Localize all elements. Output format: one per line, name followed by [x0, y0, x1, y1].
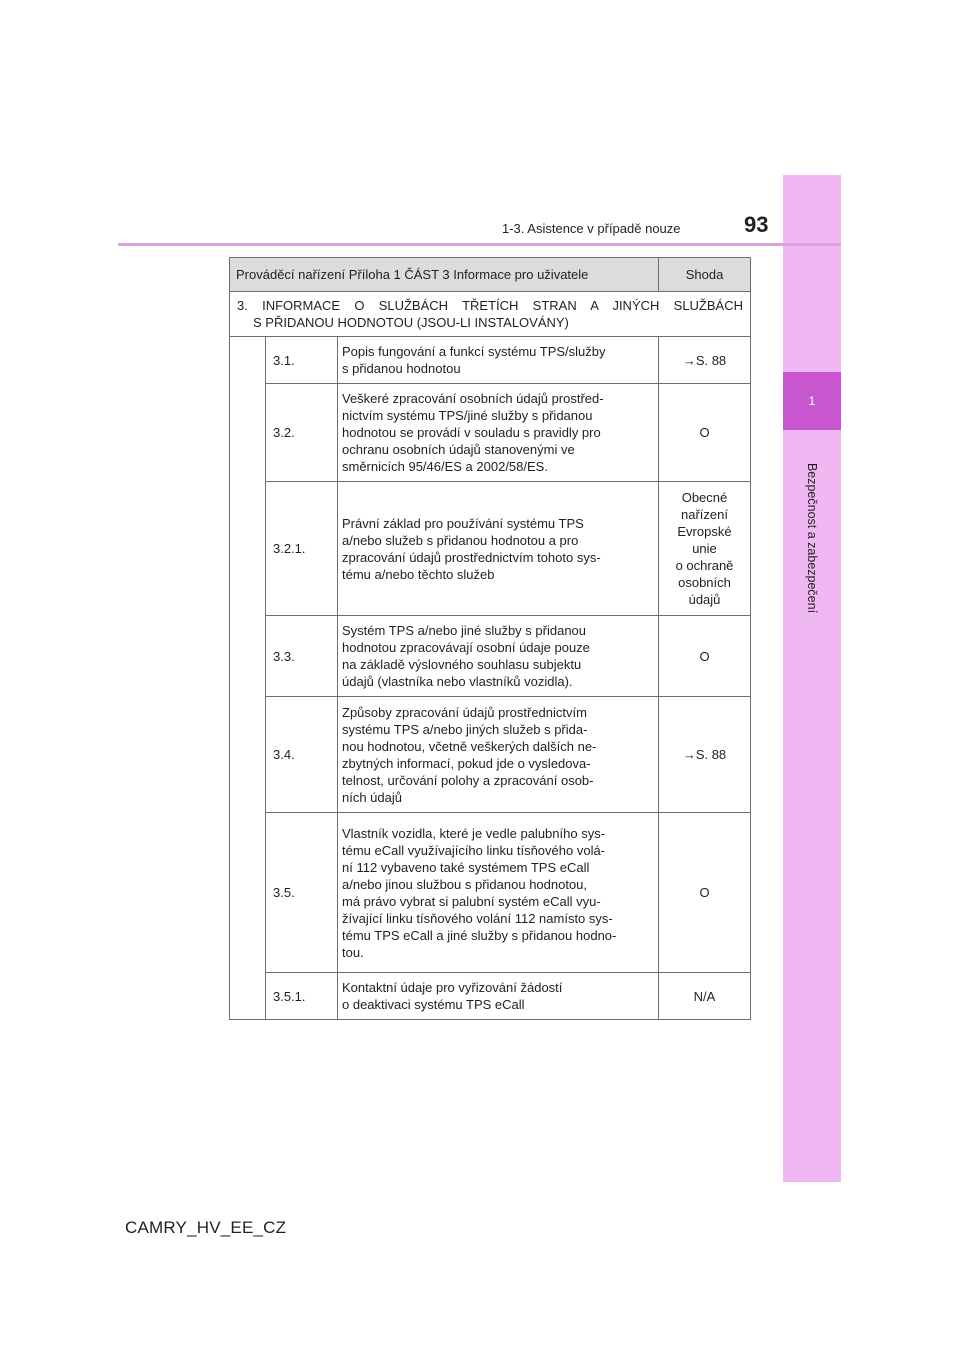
item-number: 3.5. [266, 813, 338, 973]
item-number: 3.5.1. [266, 973, 338, 1020]
compliance-line: Obecné [681, 490, 728, 505]
compliance-line: osobních [678, 575, 731, 590]
table-row [230, 384, 751, 482]
compliance-line: o ochraně [675, 558, 734, 573]
description-line: hodnotou zpracovávají osobní údaje pouze [342, 640, 590, 655]
description-line: s přidanou hodnotou [342, 361, 461, 376]
description-line: Popis fungování a funkcí systému TPS/služby [342, 344, 606, 359]
description-line: ochranu osobních údajů stanovenými ve [342, 442, 575, 457]
description-line: Systém TPS a/nebo jiné služby s přidanou [342, 623, 587, 638]
chapter-title: Bezpečnost a zabezpečení [805, 462, 819, 614]
description-line: na základě výslovného souhlasu subjektu [342, 657, 582, 672]
footer-model-code: CAMRY_HV_EE_CZ [125, 1218, 287, 1237]
compliance-line: →S. 88 [682, 747, 727, 762]
description-line: tému a/nebo těchto služeb [342, 566, 495, 582]
table-row [230, 697, 751, 813]
compliance-line: unie [692, 541, 717, 556]
item-description [338, 337, 659, 384]
item-description [338, 482, 659, 616]
item-description [338, 384, 659, 482]
description-line: tému TPS eCall a jiné služby s přidanou hodno- [342, 927, 617, 943]
information-table [229, 257, 751, 1020]
item-compliance [659, 337, 751, 384]
description-line: směrnicích 95/46/ES a 2002/58/ES. [342, 459, 548, 474]
item-number: 3.4. [266, 697, 338, 813]
item-number: 3.1. [266, 337, 338, 384]
header-compliance: Shoda [659, 258, 751, 292]
description-line: Kontaktní údaje pro vyřizování žádostí [342, 980, 563, 995]
table-row [230, 482, 751, 616]
chapter-number: 1 [808, 394, 816, 408]
description-line: zbytných informací, pokud jde o vysledova- [342, 755, 591, 771]
description-line: Veškeré zpracování osobních údajů prostřed- [342, 391, 604, 406]
page-number: 93 [744, 212, 769, 237]
table-row [230, 616, 751, 697]
header-requirement: Prováděcí nařízení Příloha 1 ČÁST 3 Informace pro uživatele [230, 258, 659, 292]
item-description [338, 616, 659, 697]
compliance-line: O [699, 425, 710, 440]
description-line: a/nebo služeb s přidanou hodnotou a pro [342, 532, 579, 548]
compliance-line: údajů [688, 592, 721, 607]
table-row [230, 337, 751, 384]
indent-cell [230, 337, 266, 1020]
compliance-line: O [699, 885, 710, 900]
item-compliance [659, 973, 751, 1020]
item-number: 3.2. [266, 384, 338, 482]
table-row [230, 973, 751, 1020]
section-title-cell [230, 292, 751, 337]
description-line: žívající linku tísňového volání 112 namísto sys- [342, 910, 613, 926]
description-line: tou. [342, 944, 364, 960]
item-description [338, 813, 659, 973]
compliance-line: Evropské [677, 524, 732, 539]
description-line: zpracování údajů prostřednictvím tohoto sys- [342, 549, 601, 565]
description-line: a/nebo jinou službou s přidanou hodnotou, [342, 876, 588, 892]
description-line: údajů (vlastníka nebo vlastníků vozidla). [342, 674, 573, 689]
description-line: ních údajů [342, 789, 402, 805]
item-compliance [659, 813, 751, 973]
section-title-line2: S PŘIDANOU HODNOTOU (JSOU-LI INSTALOVÁNY) [253, 315, 569, 330]
item-compliance [659, 482, 751, 616]
description-line: nou hodnotou, včetně veškerých dalších ne- [342, 738, 597, 754]
compliance-line: O [699, 648, 710, 664]
table-header-row [230, 258, 751, 292]
section-row [230, 292, 751, 337]
compliance-line: N/A [693, 988, 716, 1004]
item-description [338, 697, 659, 813]
description-line: Právní základ pro používání systému TPS [342, 515, 584, 531]
item-compliance [659, 697, 751, 813]
description-line: má právo vybrat si palubní systém eCall vyu- [342, 893, 601, 909]
section-title-line1: 3. INFORMACE O SLUŽBÁCH TŘETÍCH STRAN A JINÝCH SLUŽBÁCH [237, 298, 743, 313]
item-description [338, 973, 659, 1020]
description-line: nictvím systému TPS/jiné služby s přidanou [342, 408, 593, 423]
compliance-line: nařízení [681, 507, 728, 522]
description-line: Vlastník vozidla, které je vedle palubního sys- [342, 825, 606, 841]
description-line: hodnotou se provádí v souladu s pravidly pro [342, 425, 601, 440]
description-line: tému eCall využívajícího linku tísňového volá- [342, 842, 606, 858]
item-number: 3.2.1. [266, 482, 338, 616]
item-compliance [659, 616, 751, 697]
description-line: o deaktivaci systému TPS eCall [342, 997, 525, 1012]
running-head: 1-3. Asistence v případě nouze [502, 221, 681, 236]
chapter-number-tab [783, 372, 841, 430]
description-line: ní 112 vybaveno také systémem TPS eCall [342, 859, 590, 875]
description-line: Způsoby zpracování údajů prostřednictvím [342, 704, 587, 720]
description-line: systému TPS a/nebo jiných služeb s přida- [342, 721, 588, 737]
item-number: 3.3. [266, 616, 338, 697]
description-line: telnost, určování polohy a zpracování osob- [342, 772, 594, 788]
header-rule [118, 243, 841, 246]
compliance-line: →S. 88 [682, 352, 727, 368]
table-row [230, 813, 751, 973]
chapter-side-strip [783, 175, 841, 1182]
item-compliance [659, 384, 751, 482]
